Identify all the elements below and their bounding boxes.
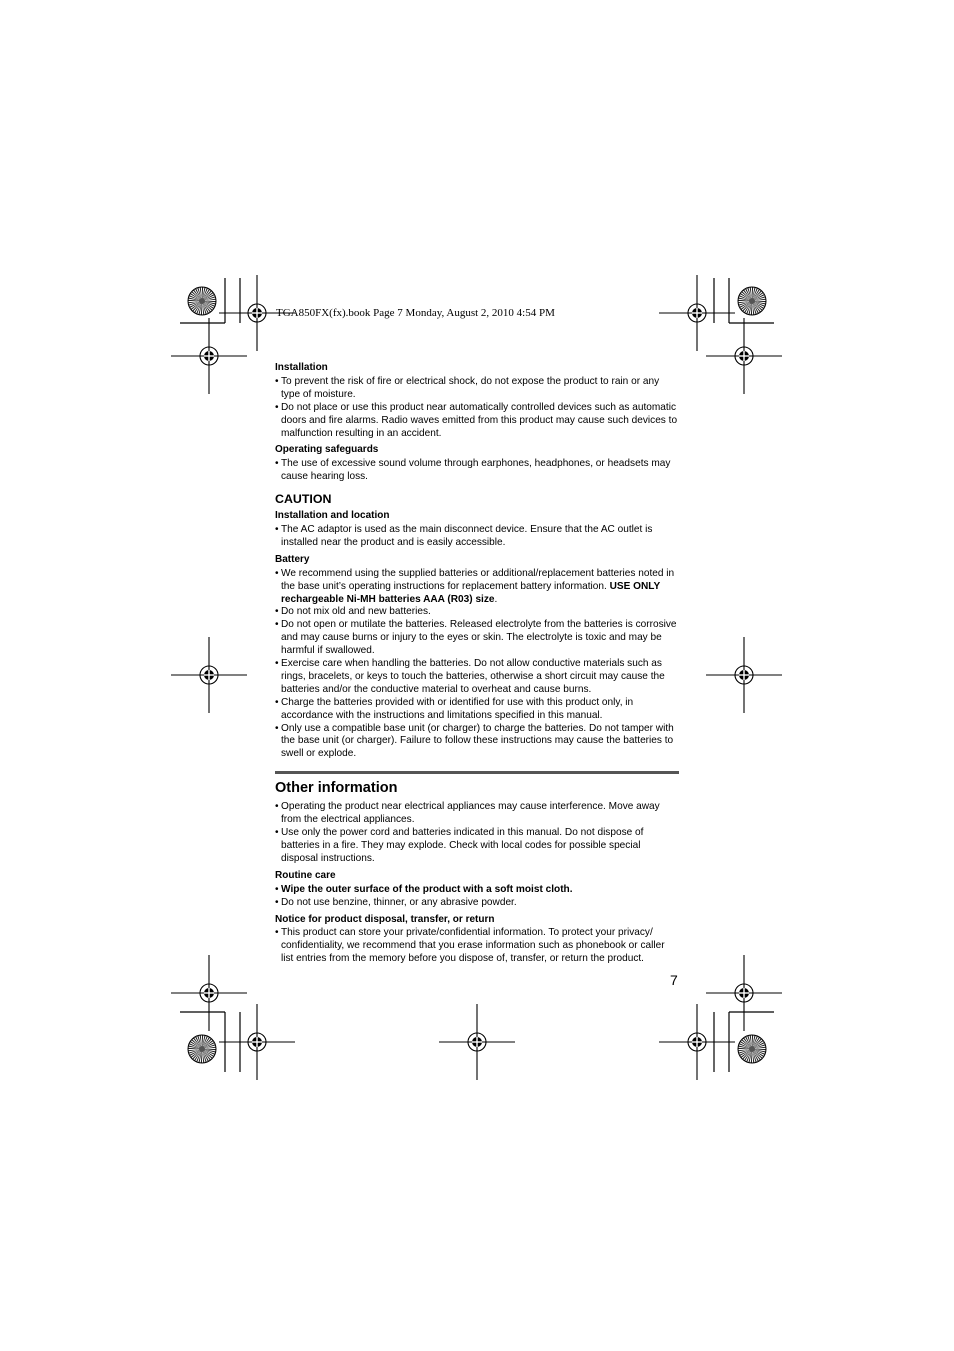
caution-sections	[275, 510, 679, 761]
bullet-item	[275, 827, 679, 866]
bullet-text: Only use a compatible base unit (or charger) to charge the batteries. Do not tamper with the base unit (or charger). Failure to follow these instructions may cause the batteries to swell or explode.	[281, 722, 674, 760]
subsection-heading: Battery	[275, 553, 310, 565]
bullet-text: Charge the batteries provided with or identified for use with this product only, in accordance with the instructions and limitations specified in this manual.	[281, 696, 634, 721]
color-target-mark	[738, 1035, 766, 1063]
color-target-mark	[188, 1035, 216, 1063]
subsection-heading: Installation	[275, 362, 328, 373]
bullet-text: We recommend using the supplied batteries or additional/replacement batteries noted in the base unit’s operating instructions for replacement battery information.	[281, 567, 675, 592]
bullet-text: Do not use benzine, thinner, or any abrasive powder.	[281, 896, 517, 908]
bullet-item	[275, 723, 679, 762]
registration-mark	[171, 637, 247, 713]
bullet-text: The use of excessive sound volume through earphones, headphones, or headsets may cause hearing loss.	[281, 458, 671, 483]
other-information-heading: Other information	[275, 780, 398, 797]
bullet-item	[275, 568, 679, 607]
other-information-sections	[275, 870, 679, 966]
bullet-text: .	[494, 593, 498, 605]
page-number: 7	[670, 972, 678, 988]
bullet-text: To prevent the risk of fire or electrical shock, do not expose the product to rain or any type of moisture.	[281, 375, 660, 400]
registration-mark	[706, 955, 782, 1031]
bullet-text: Do not open or mutilate the batteries. Released electrolyte from the batteries is corrosive and may cause burns or injury to the eyes or skin. The electrolyte is toxic and may be harmful if swallowed.	[281, 619, 677, 657]
bullet-text: Do not mix old and new batteries.	[281, 606, 431, 618]
subsection-heading: Operating safeguards	[275, 444, 379, 456]
bullet-text: Use only the power cord and batteries indicated in this manual. Do not dispose of batteries in a fire. They may explode. Check with local codes for possible special disposal instructions.	[281, 827, 644, 864]
subsection-heading: Routine care	[275, 869, 336, 881]
color-target-mark	[738, 287, 766, 315]
bullet-item	[275, 801, 679, 827]
color-target-mark	[188, 287, 216, 315]
registration-mark	[171, 955, 247, 1031]
bullet-item	[275, 927, 679, 966]
bullet-item	[275, 697, 679, 723]
bullet-text: Operating the product near electrical appliances may cause interference. Move away from the electrical appliances.	[281, 801, 660, 826]
bullet-text: Do not place or use this product near automatically controlled devices such as automatic doors and fire alarms. Radio waves emitted from this product may cause such devices to malfunction resulting in an accident.	[281, 401, 678, 439]
book-header: TGA850FX(fx).book Page 7 Monday, August 2, 2010 4:54 PM	[276, 307, 555, 319]
registration-mark	[659, 275, 735, 351]
bullet-item	[275, 606, 679, 619]
registration-mark	[659, 1004, 735, 1080]
registration-mark	[171, 318, 247, 394]
bullet-item	[275, 884, 679, 897]
page-content	[275, 362, 679, 966]
safety-sections	[275, 362, 679, 484]
bullet-item	[275, 458, 679, 484]
bold-text: Wipe the outer surface of the product with a soft moist cloth.	[281, 883, 573, 895]
bullet-item	[275, 402, 679, 441]
registration-mark	[706, 637, 782, 713]
subsection-heading: Installation and location	[275, 510, 390, 522]
registration-mark	[706, 318, 782, 394]
registration-mark	[219, 1004, 295, 1080]
registration-mark	[439, 1004, 515, 1080]
bullet-item	[275, 376, 679, 402]
subsection-heading: Notice for product disposal, transfer, or return	[275, 913, 495, 925]
bullet-text: The AC adaptor is used as the main disconnect device. Ensure that the AC outlet is installed near the product and is easily accessible.	[281, 523, 653, 548]
bold-text: USE ONLY rechargeable Ni-MH batteries AAA (R03) size	[281, 580, 661, 605]
bullet-item	[275, 658, 679, 697]
bullet-item	[275, 524, 679, 550]
caution-heading: CAUTION	[275, 492, 332, 507]
bullet-text: This product can store your private/confidential information. To protect your privacy/ confidentiality, we recommend that you erase information such as phonebook or caller list entries from the memory before you dispose of, transfer, or return the product.	[281, 927, 665, 965]
section-divider	[275, 771, 679, 774]
bullet-item	[275, 619, 679, 658]
bullet-text: Exercise care when handling the batteries. Do not allow conductive materials such as rings, bracelets, or keys to touch the batteries, otherwise a short circuit may cause the batteries and/or the conductive material to overheat and cause burns.	[281, 658, 665, 695]
other-information-bullets	[275, 801, 679, 866]
bullet-item	[275, 897, 679, 910]
